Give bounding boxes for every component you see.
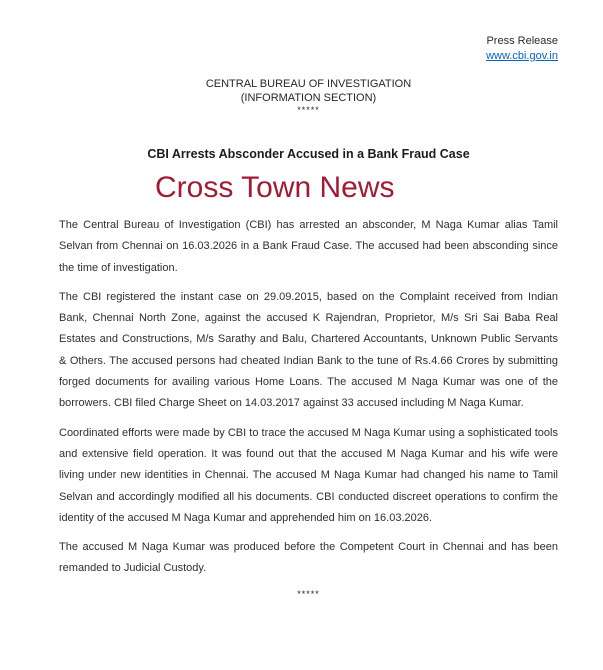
document-body: [59, 215, 558, 580]
paragraph-case-details: The CBI registered the instant case on 29.09.2015, based on the Complaint received from Indian Bank, Chennai North Zone, against the accused K Rajendran, Proprietor, M/s Sri Sai Baba Real Estates and Constructions, M/s Sarathy and Balu, Chartered Accountants, Unknown Public Servants & Others. The accused persons had cheated Indian Bank to the tune of Rs.4.66 Crores by submitting forged documents for availing various Home Loans. The accused M Naga Kumar was one of the borrowers. CBI filed Charge Sheet on 14.03.2017 against 33 accused including M Naga Kumar.: [59, 290, 558, 410]
paragraph-court-remand: The accused M Naga Kumar was produced before the Competent Court in Chennai and has been remanded to Judicial Custody.: [59, 541, 558, 575]
document-meta: [59, 34, 558, 64]
organization-header: [59, 77, 558, 115]
cross-town-news-watermark: Cross Town News: [155, 171, 395, 204]
organization-name: CENTRAL BUREAU OF INVESTIGATION: [205, 78, 412, 90]
document-headline: CBI Arrests Absconder Accused in a Bank Fraud Case: [147, 147, 470, 161]
press-release-label: Press Release: [486, 35, 558, 47]
cbi-website-link[interactable]: www.cbi.gov.in: [486, 50, 558, 62]
paragraph-trace-operation: Coordinated efforts were made by CBI to trace the accused M Naga Kumar using a sophisticated tools and extensive field operation. It was found out that the accused M Naga Kumar and his wife were living under new identities in Chennai. The accused M Naga Kumar had changed his name to Tamil Selvan and accordingly modified all his documents. CBI conducted discreet operations to confirm the identity of the accused M Naga Kumar and apprehended him on 16.03.2026.: [59, 426, 558, 524]
footer-separator: *****: [297, 588, 320, 599]
section-name: (INFORMATION SECTION): [240, 92, 377, 104]
header-separator: *****: [297, 105, 320, 115]
paragraph-arrest-summary: The Central Bureau of Investigation (CBI) has arrested an absconder, M Naga Kumar alias Tamil Selvan from Chennai on 16.03.2026 in a Bank Fraud Case. The accused had been absconding since the time of investigation.: [59, 219, 558, 274]
